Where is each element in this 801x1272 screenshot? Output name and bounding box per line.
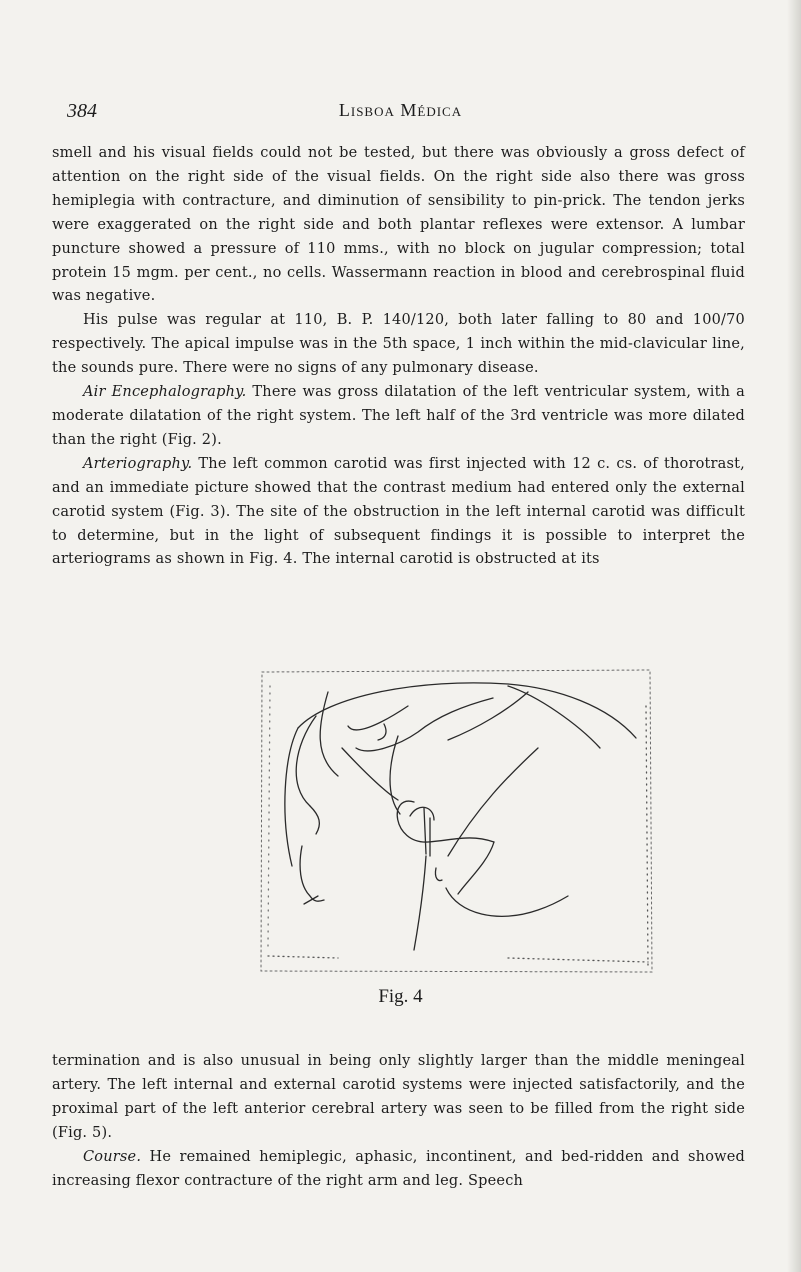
paragraph — [52, 381, 745, 453]
arteriogram-diagram — [258, 666, 654, 976]
body-text-top — [52, 142, 745, 572]
paragraph — [52, 1146, 745, 1194]
page-edge-shadow — [787, 0, 801, 1272]
paragraph-lead: Arteriography. — [83, 455, 193, 472]
film-edge-speckle — [646, 706, 648, 966]
body-text-bottom — [52, 1050, 745, 1193]
paragraph-text: termination and is also unusual in being only slightly larger than the middle meningeal artery. The left internal and external carotid systems were injected satisfactorily, and the proximal part of the left anterior cerebral artery was seen to be filled from the right side (Fig. 5). — [52, 1053, 745, 1141]
vessel-line — [300, 846, 324, 901]
figure-caption: Fig. 4 — [378, 986, 423, 1007]
vessel-line — [390, 736, 400, 814]
skull-outline-left — [285, 728, 298, 866]
film-edge-speckle — [268, 686, 270, 946]
paragraph — [52, 453, 745, 573]
vessel-line — [348, 706, 408, 730]
vessel-line — [458, 842, 494, 894]
skull-outline — [298, 683, 636, 738]
vessel-line — [378, 724, 386, 740]
vessel-curve — [296, 716, 316, 806]
paragraph-text: There was gross dilatation of the left ventricular system, with a moderate dilatation of the right system. The left half of the 3rd ventricle was more dilated than the right (Fig. 2). — [52, 384, 745, 448]
paragraph — [52, 142, 745, 309]
film-edge-speckle — [268, 956, 648, 962]
paragraph — [52, 1050, 745, 1146]
paragraph-text: His pulse was regular at 110, B. P. 140/120, both later falling to 80 and 100/70 respectively. The apical impulse was in the 5th space, 1 inch within the mid-clavicular line, the sounds pure. There were no signs of any pulmonary disease. — [52, 312, 745, 377]
paragraph-lead: Air Encephalography. — [83, 384, 247, 401]
page-header — [0, 100, 801, 126]
vessel-line — [435, 868, 442, 881]
paragraph-text: The left common carotid was first injected with 12 c. cs. of thorotrast, and an immediate picture showed that the contrast medium had entered only the external carotid system (Fig. 3). The site of the obstruction in the left internal carotid was difficult to determine, but in the light of subsequent findings it is possible to interpret the arteriograms as shown in Fig. 4. The internal carotid is obstructed at its — [52, 455, 745, 568]
running-title: Lisboa Médica — [338, 100, 463, 120]
paragraph — [52, 309, 745, 381]
paragraph-text: He remained hemiplegic, aphasic, incontinent, and bed-ridden and showed increasing flexor contracture of the right arm and leg. Speech — [52, 1148, 745, 1189]
vessel-line — [448, 748, 538, 856]
vessel-curve — [310, 806, 319, 834]
page-number: 384 — [67, 100, 97, 122]
vessel-trunk — [414, 856, 426, 950]
paragraph-lead: Course. — [83, 1148, 142, 1165]
vessel-line — [446, 888, 568, 916]
vessel-line — [424, 808, 426, 854]
vessel-loop — [397, 801, 494, 842]
paragraph-text: smell and his visual fields could not be tested, but there was obviously a gross defect of attention on the right side of the visual fields. On the right side also there was gross hemiplegia with contracture, and diminution of sensibility to pin-prick. The tendon jerks were exaggerated on the right side and both plantar reflexes were extensor. A lumbar puncture showed a pressure of 110 mms., with no block on jugular compression; total protein 15 mgm. per cent., no cells. Wassermann reaction in blood and cerebrospinal fluid was negative. — [52, 145, 745, 305]
vessel-line — [508, 686, 600, 748]
